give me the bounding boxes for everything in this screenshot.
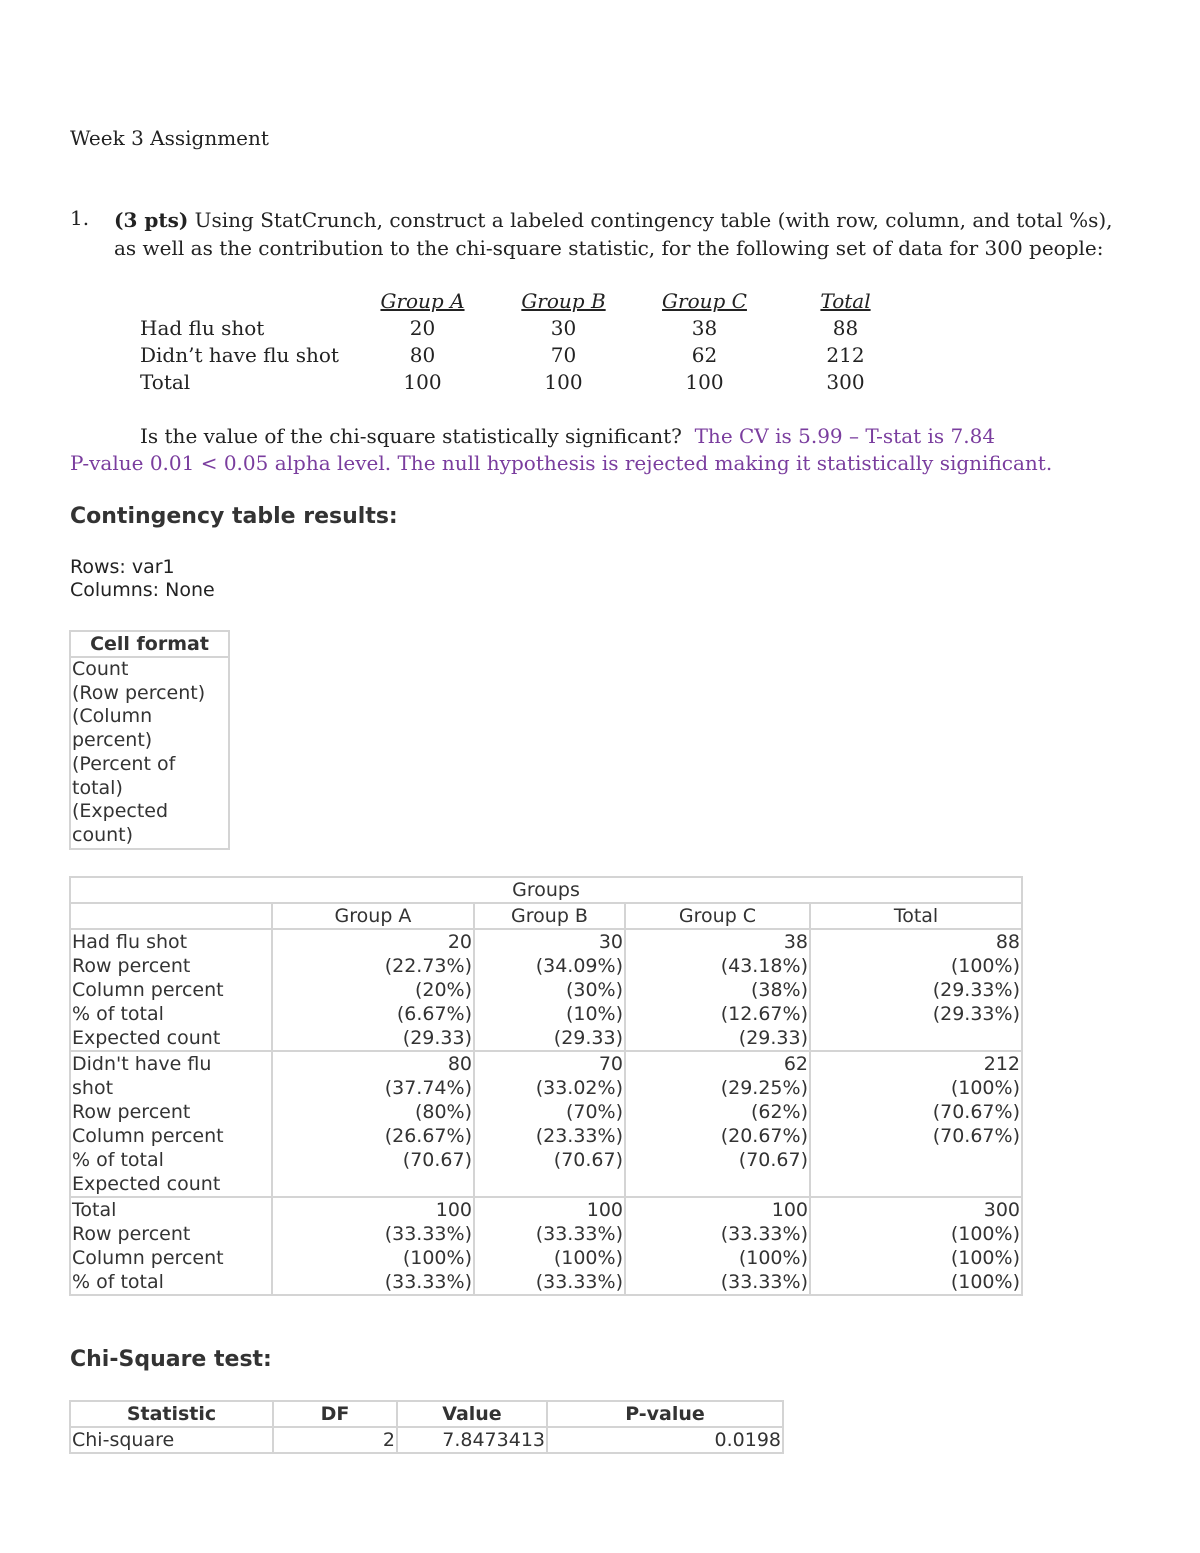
cell-value: (70.67): [553, 1149, 623, 1171]
groups-label: Groups: [70, 877, 1022, 903]
cell-value: (33.33%): [720, 1271, 808, 1293]
cell-value: (33.33%): [384, 1223, 472, 1245]
answer-line-1: The CV is 5.99 – T-stat is 7.84: [694, 424, 996, 448]
cell-value: (70.67): [738, 1149, 808, 1171]
column-header: Group B: [474, 903, 625, 929]
cell-format-table: [69, 630, 230, 850]
data-table-cell: 100: [685, 370, 724, 394]
cell-value: 100: [586, 1199, 623, 1221]
cell-value: 100: [435, 1199, 472, 1221]
chi-header: Value: [397, 1401, 547, 1427]
data-table-cell: 38: [691, 316, 718, 340]
cell-format-line: Count: [72, 658, 129, 680]
cell-value: 38: [783, 931, 808, 953]
cell-value: 100: [771, 1199, 808, 1221]
chi-square-row: [70, 1427, 783, 1453]
data-table-cell: 80: [409, 343, 436, 367]
question-number: 1.: [70, 206, 90, 230]
chi-square-header-row: [70, 1401, 783, 1427]
question-text: [114, 206, 1124, 262]
chi-p-value: 0.0198: [547, 1427, 783, 1453]
cell-value: (29.33): [553, 1027, 623, 1049]
chi-header: DF: [273, 1401, 397, 1427]
cell-value: (12.67%): [720, 1003, 808, 1025]
chi-header: Statistic: [70, 1401, 273, 1427]
cell-value: (70.67%): [932, 1101, 1020, 1123]
cell-format-body: [70, 657, 229, 849]
data-table-row-label: Didn’t have flu shot: [140, 343, 339, 367]
results-corner: [70, 903, 272, 929]
cell-value: (23.33%): [535, 1125, 623, 1147]
row-label: Row percent: [72, 1223, 191, 1245]
question-prompt: Using StatCrunch, construct a labeled contingency table (with row, column, and total %s), as well as the contribution to the chi-square statistic, for the following set of data for 300 people:: [114, 208, 1113, 260]
cell-value: (20%): [414, 979, 472, 1001]
cell-value: (80%): [414, 1101, 472, 1123]
cell-value: (100%): [738, 1247, 808, 1269]
cell-value: (100%): [950, 1247, 1020, 1269]
chi-df: 2: [273, 1427, 397, 1453]
cell-value: (70.67): [402, 1149, 472, 1171]
chi-statistic: Chi-square: [70, 1427, 273, 1453]
data-table-header: Group A: [380, 289, 465, 313]
cell-value: (100%): [950, 1223, 1020, 1245]
cell-format-line: percent): [72, 729, 153, 752]
data-table-cell: 300: [826, 370, 865, 394]
cell-value: (29.25%): [720, 1077, 808, 1099]
cell-value: 62: [783, 1053, 808, 1075]
cell-value: (70%): [565, 1101, 623, 1123]
contingency-results-table: [69, 876, 1023, 1296]
significance-question-text: Is the value of the chi-square statistically significant?: [140, 424, 682, 448]
cell-value: (100%): [950, 955, 1020, 977]
data-table-row-label: Had flu shot: [140, 316, 265, 340]
cell-value: 20: [447, 931, 472, 953]
row-label: Didn't have flu: [72, 1053, 212, 1075]
cell-value: (29.33): [402, 1027, 472, 1049]
cell-format-line: (Row percent): [72, 681, 206, 704]
cell-value: 70: [598, 1053, 623, 1075]
cell-format-line: (Percent of: [72, 752, 176, 775]
row-label: Row percent: [72, 955, 191, 977]
row-label: % of total: [72, 1271, 164, 1293]
data-table-row-label: Total: [140, 370, 191, 394]
results-block-no-flu-shot: [70, 1051, 1022, 1197]
block-values: [810, 929, 1022, 1051]
cell-value: (29.33): [738, 1027, 808, 1049]
document-title: Week 3 Assignment: [70, 126, 269, 150]
cell-value: (100%): [950, 1077, 1020, 1099]
question-points: (3 pts): [114, 208, 189, 232]
cell-value: (29.33%): [932, 979, 1020, 1001]
block-values: [272, 1051, 474, 1197]
data-table-cell: 212: [826, 343, 865, 367]
column-header-row: [70, 903, 1022, 929]
data-table-cell: 70: [550, 343, 577, 367]
cell-value: (43.18%): [720, 955, 808, 977]
row-label: Expected count: [72, 1173, 221, 1195]
data-table-cell: 88: [832, 316, 859, 340]
rows-variable: Rows: var1: [70, 556, 175, 578]
data-table-header: Group B: [521, 289, 606, 313]
row-label: shot: [72, 1077, 114, 1099]
cell-value: (10%): [565, 1003, 623, 1025]
columns-variable: Columns: None: [70, 579, 215, 601]
row-label: Expected count: [72, 1027, 221, 1049]
data-table-header: Total: [820, 289, 871, 313]
block-values: [272, 1197, 474, 1295]
cell-value: (37.74%): [384, 1077, 472, 1099]
block-values: [810, 1051, 1022, 1197]
row-label: % of total: [72, 1149, 164, 1171]
cell-value: (100%): [950, 1271, 1020, 1293]
row-label: Column percent: [72, 979, 224, 1001]
cell-value: (34.09%): [535, 955, 623, 977]
data-table-cell: 20: [409, 316, 436, 340]
data-table: [140, 288, 916, 396]
column-header: Group C: [625, 903, 810, 929]
cell-value: (22.73%): [384, 955, 472, 977]
chi-square-table: [69, 1400, 784, 1454]
cell-format-line: (Expected: [72, 800, 169, 823]
data-table-row: [140, 369, 916, 396]
cell-value: (70.67%): [932, 1125, 1020, 1147]
cell-value: 30: [598, 931, 623, 953]
data-table-cell: 100: [403, 370, 442, 394]
cell-format-line: count): [72, 823, 134, 846]
row-label: Had flu shot: [72, 931, 188, 953]
cell-value: (33.33%): [384, 1271, 472, 1293]
chi-square-heading: Chi-Square test:: [70, 1347, 272, 1372]
row-label: Total: [72, 1199, 117, 1221]
block-values: [474, 929, 625, 1051]
cell-value: (33.33%): [535, 1223, 623, 1245]
cell-format-header: Cell format: [70, 631, 229, 657]
cell-value: 212: [983, 1053, 1020, 1075]
cell-format-line: (Column: [72, 705, 153, 728]
block-values: [272, 929, 474, 1051]
cell-value: (6.67%): [396, 1003, 472, 1025]
cell-value: (30%): [565, 979, 623, 1001]
significance-question: [140, 424, 995, 448]
cell-value: (33.02%): [535, 1077, 623, 1099]
block-values: [625, 1051, 810, 1197]
column-header: Total: [810, 903, 1022, 929]
chi-header: P-value: [547, 1401, 783, 1427]
block-values: [625, 929, 810, 1051]
block-labels: [70, 1051, 272, 1197]
data-table-header: Group C: [662, 289, 747, 313]
data-table-cell: 62: [691, 343, 718, 367]
data-table-header-row: [140, 288, 916, 315]
block-labels: [70, 929, 272, 1051]
cell-value: (100%): [553, 1247, 623, 1269]
chi-value: 7.8473413: [397, 1427, 547, 1453]
cell-value: 80: [447, 1053, 472, 1075]
row-label: Column percent: [72, 1125, 224, 1147]
block-labels: [70, 1197, 272, 1295]
cell-value: (38%): [750, 979, 808, 1001]
cell-value: 88: [995, 931, 1020, 953]
cell-format-line: total): [72, 776, 123, 799]
cell-value: (100%): [402, 1247, 472, 1269]
cell-value: (29.33%): [932, 1003, 1020, 1025]
cell-value: (33.33%): [535, 1271, 623, 1293]
data-table-row: [140, 342, 916, 369]
cell-value: (20.67%): [720, 1125, 808, 1147]
data-table-cell: 100: [544, 370, 583, 394]
block-values: [625, 1197, 810, 1295]
block-values: [810, 1197, 1022, 1295]
row-label: Row percent: [72, 1101, 191, 1123]
row-label: % of total: [72, 1003, 164, 1025]
results-block-total: [70, 1197, 1022, 1295]
cell-value: (33.33%): [720, 1223, 808, 1245]
column-header: Group A: [272, 903, 474, 929]
data-table-cell: 30: [550, 316, 577, 340]
contingency-heading: Contingency table results:: [70, 504, 398, 529]
row-label: Column percent: [72, 1247, 224, 1269]
cell-value: (62%): [750, 1101, 808, 1123]
groups-header-row: [70, 877, 1022, 903]
answer-line-2: P-value 0.01 < 0.05 alpha level. The null hypothesis is rejected making it statistically significant.: [70, 451, 1053, 475]
results-block-had-flu-shot: [70, 929, 1022, 1051]
block-values: [474, 1051, 625, 1197]
data-table-corner: [140, 288, 352, 315]
cell-value: (26.67%): [384, 1125, 472, 1147]
cell-value: 300: [983, 1199, 1020, 1221]
data-table-row: [140, 315, 916, 342]
block-values: [474, 1197, 625, 1295]
